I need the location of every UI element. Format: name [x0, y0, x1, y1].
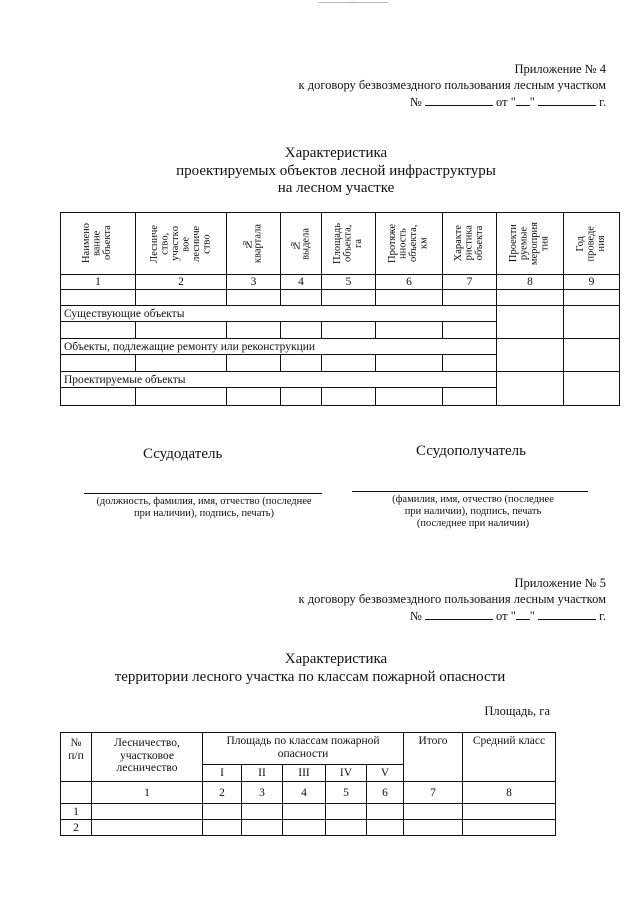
th-area-classes: Площадь по классам пожарной опасности	[203, 733, 404, 765]
table-cell[interactable]	[443, 388, 497, 406]
table-cell[interactable]	[61, 388, 136, 406]
table-cell[interactable]	[281, 290, 322, 306]
table-cell[interactable]	[443, 322, 497, 339]
th-year: Год проведе ния	[564, 213, 620, 275]
date-quote: "	[529, 609, 535, 623]
no-label: №	[409, 95, 422, 109]
table-cell[interactable]	[281, 355, 322, 372]
num-cell: 7	[443, 275, 497, 290]
num-cell: 2	[136, 275, 227, 290]
table2-number-row	[61, 782, 556, 804]
table-cell[interactable]	[61, 322, 136, 339]
num-cell: 8	[497, 275, 564, 290]
section-row	[61, 372, 620, 388]
table-cell[interactable]	[497, 372, 564, 406]
date-quote: "	[529, 95, 535, 109]
row-number: 2	[61, 820, 92, 836]
appendix4-title: Приложение № 4	[514, 62, 606, 76]
num-cell: 7	[404, 782, 463, 804]
area-unit-label: Площадь, га	[484, 704, 550, 718]
table-cell[interactable]	[497, 339, 564, 372]
day-blank	[516, 608, 530, 620]
table-cell[interactable]	[242, 820, 283, 836]
num-cell: 4	[283, 782, 326, 804]
section-projected: Проектируемые объекты	[61, 372, 497, 388]
table-cell[interactable]	[136, 355, 227, 372]
num-cell: 6	[367, 782, 404, 804]
table-cell[interactable]	[227, 355, 281, 372]
table-cell[interactable]	[227, 322, 281, 339]
number-blank	[425, 94, 493, 106]
class-cell: I	[203, 765, 242, 782]
table-cell[interactable]	[564, 306, 620, 339]
appendix5-line1: к договору безвозмездного пользования лесным участком	[298, 592, 606, 606]
table-cell[interactable]	[203, 820, 242, 836]
table-row	[61, 290, 620, 306]
infrastructure-table	[60, 212, 620, 406]
th-name: Наимено вание объекта	[61, 213, 136, 275]
appendix5-number-line	[410, 608, 606, 624]
section-repair: Объекты, подлежащие ремонту или реконструкции	[61, 339, 497, 355]
table-cell[interactable]	[242, 804, 283, 820]
table-cell[interactable]	[283, 804, 326, 820]
table-cell[interactable]	[376, 355, 443, 372]
table1-number-row	[61, 275, 620, 290]
table-cell[interactable]	[322, 388, 376, 406]
table-cell[interactable]	[283, 820, 326, 836]
table-cell[interactable]	[136, 388, 227, 406]
table-cell[interactable]	[564, 290, 620, 306]
num-cell: 5	[326, 782, 367, 804]
table-cell[interactable]	[61, 290, 136, 306]
num-cell: 3	[227, 275, 281, 290]
lender-label: Ссудодатель	[143, 446, 223, 462]
class-cell: V	[367, 765, 404, 782]
month-blank	[538, 94, 596, 106]
table-cell[interactable]	[497, 290, 564, 306]
table-cell[interactable]	[497, 306, 564, 339]
table-cell[interactable]	[443, 355, 497, 372]
month-blank	[538, 608, 596, 620]
th-average: Средний класс	[463, 733, 556, 782]
appendix4-number-line	[410, 94, 606, 110]
table-cell[interactable]	[136, 290, 227, 306]
table-row	[61, 820, 556, 836]
table-cell[interactable]	[61, 355, 136, 372]
char1-title: Характеристика	[284, 145, 388, 161]
num-cell: 9	[564, 275, 620, 290]
num-cell: 5	[322, 275, 376, 290]
table-cell[interactable]	[92, 804, 203, 820]
num-cell: 4	[281, 275, 322, 290]
table-cell[interactable]	[443, 290, 497, 306]
section-row	[61, 306, 620, 322]
table-cell[interactable]	[322, 322, 376, 339]
class-cell: III	[283, 765, 326, 782]
section-existing: Существующие объекты	[61, 306, 497, 322]
no-label: №	[409, 609, 422, 623]
char2-subtitle: территории лесного участка по классам пожарной опасности	[114, 669, 506, 685]
char1-subtitle1: проектируемых объектов лесной инфраструктуры	[176, 163, 496, 179]
table-cell[interactable]	[326, 820, 367, 836]
th-plot: № выдела	[281, 213, 322, 275]
date-suffix: г.	[599, 95, 606, 109]
row-number: 1	[61, 804, 92, 820]
top-mark: ...	[348, 0, 357, 6]
table-cell[interactable]	[136, 322, 227, 339]
table-cell[interactable]	[376, 388, 443, 406]
num-cell: 3	[242, 782, 283, 804]
date-suffix: г.	[599, 609, 606, 623]
table-cell[interactable]	[227, 388, 281, 406]
char1-subtitle2: на лесном участке	[277, 180, 395, 196]
num-cell: 6	[376, 275, 443, 290]
th-no: № п/п	[61, 733, 92, 782]
th-area: Площадь объекта, га	[322, 213, 376, 275]
th-measures: Проекти руемые мероприя тия	[497, 213, 564, 275]
table-cell[interactable]	[322, 290, 376, 306]
lender-signature-line	[84, 493, 322, 494]
date-from: от "	[496, 609, 516, 623]
table-cell[interactable]	[367, 820, 404, 836]
table-cell[interactable]	[564, 372, 620, 406]
num-cell: 1	[92, 782, 203, 804]
th-characteristic: Характе ристика объекта	[443, 213, 497, 275]
fire-class-table	[60, 732, 556, 836]
table-cell[interactable]	[326, 804, 367, 820]
table-cell[interactable]	[281, 388, 322, 406]
num-cell: 8	[463, 782, 556, 804]
th-total: Итого	[404, 733, 463, 782]
th-forestry: Лесниче ство, участкo вое лесниче ство	[136, 213, 227, 275]
table1-header-row	[61, 213, 620, 275]
borrower-caption: (фамилия, имя, отчество (последнее при наличии), подпись, печать (последнее при наличии)	[392, 494, 554, 530]
number-blank	[425, 608, 493, 620]
table-cell[interactable]	[404, 820, 463, 836]
class-cell: IV	[326, 765, 367, 782]
class-cell: II	[242, 765, 283, 782]
lender-caption: (должность, фамилия, имя, отчество (последнее при наличии), подпись, печать)	[96, 496, 312, 520]
table-cell[interactable]	[404, 804, 463, 820]
num-cell	[61, 782, 92, 804]
th-quarter: № квартала	[227, 213, 281, 275]
table-cell[interactable]	[376, 290, 443, 306]
appendix5-title: Приложение № 5	[514, 576, 606, 590]
table-cell[interactable]	[322, 355, 376, 372]
table-cell[interactable]	[203, 804, 242, 820]
th-forestry2: Лесничество, участковое лесничество	[92, 733, 203, 782]
section-row	[61, 339, 620, 355]
appendix4-line1: к договору безвозмездного пользования лесным участком	[298, 78, 606, 92]
table-cell[interactable]	[227, 290, 281, 306]
num-cell: 1	[61, 275, 136, 290]
table-row	[61, 804, 556, 820]
table-cell[interactable]	[564, 339, 620, 372]
day-blank	[516, 94, 530, 106]
borrower-signature-line	[352, 491, 588, 492]
table2-header-row	[61, 733, 556, 765]
th-length: Протяже нность объекта, км	[376, 213, 443, 275]
table-cell[interactable]	[376, 322, 443, 339]
num-cell: 2	[203, 782, 242, 804]
table-cell[interactable]	[367, 804, 404, 820]
table-cell[interactable]	[463, 820, 556, 836]
date-from: от "	[496, 95, 516, 109]
borrower-label: Ссудополучатель	[416, 443, 527, 459]
table-cell[interactable]	[281, 322, 322, 339]
table-cell[interactable]	[463, 804, 556, 820]
char2-title: Характеристика	[284, 651, 388, 667]
table-cell[interactable]	[92, 820, 203, 836]
